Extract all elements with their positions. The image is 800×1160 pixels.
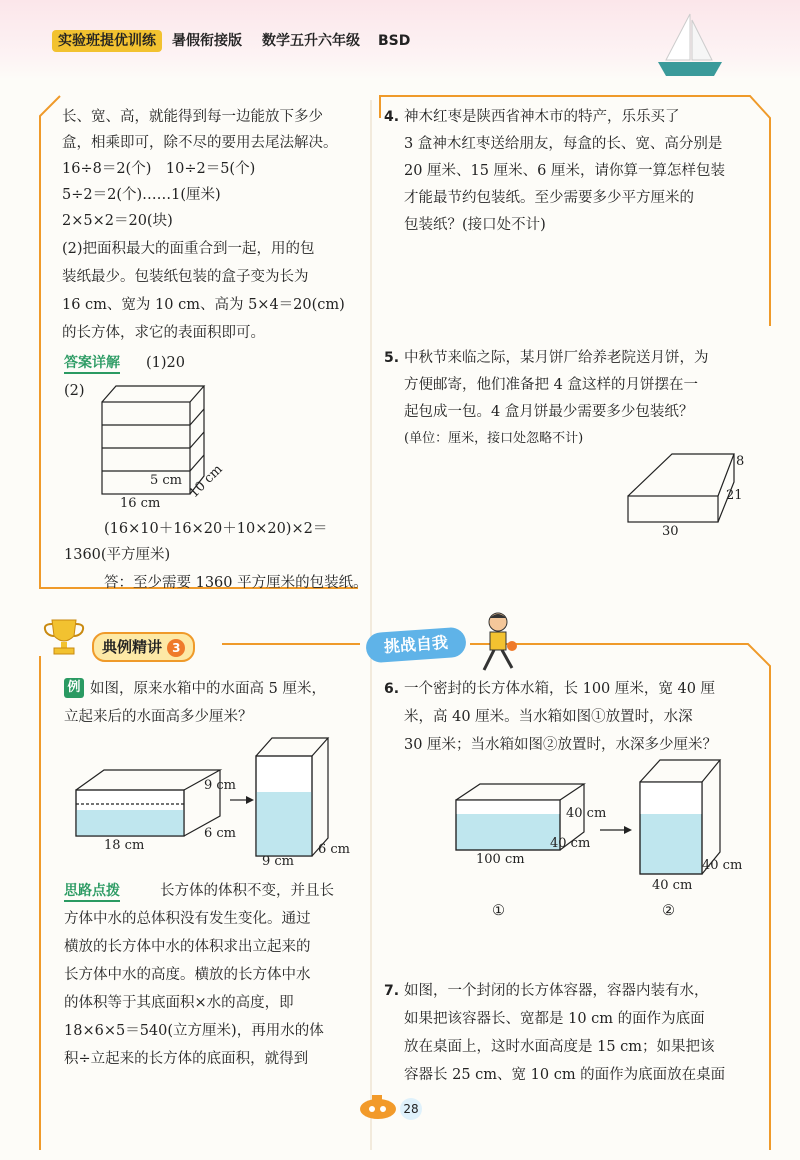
trophy-icon <box>40 616 88 658</box>
fig1-length-label: 16 cm <box>120 496 161 511</box>
page-number: 28 <box>400 1098 422 1120</box>
q5-line-2: 方便邮寄，他们准备把 4 盒这样的月饼摆在一 <box>404 377 698 393</box>
q4-line-5: 包装纸？(接口处不计) <box>404 217 546 233</box>
left-top-line-4: 5÷2＝2(个)……1(厘米) <box>62 187 221 203</box>
header-badge: 实验班提优训练 <box>52 30 162 52</box>
q5-height-label: 8 <box>736 454 745 469</box>
mooncake-box-figure <box>622 448 745 528</box>
q5-length-label: 30 <box>662 524 679 539</box>
hint-line-4: 长方体中水的高度。横放的长方体中水 <box>64 967 311 983</box>
q6-number: 6. <box>384 681 400 697</box>
left-top-line-2: 盒，相乘即可，除不尽的要用去尾法解决。 <box>62 135 338 151</box>
q5-line-3: 起包成一包。4 盒月饼最少需要多少包装纸？ <box>404 404 694 420</box>
hint-line-3: 横放的长方体中水的体积求出立起来的 <box>64 939 311 955</box>
q6-line-2: 米，高 40 厘米。当水箱如图①放置时，水深 <box>404 709 693 725</box>
q7-line-4: 容器长 25 cm、宽 10 cm 的面作为底面放在桌面 <box>404 1067 726 1083</box>
q4-line-1: 神木红枣是陕西省神木市的特产，乐乐买了 <box>404 109 680 125</box>
submarine-icon <box>356 1092 402 1122</box>
example-tag: 例 <box>64 678 84 698</box>
left-top-line-5: 2×5×2＝20(块) <box>62 213 173 229</box>
section-number-badge: 3 <box>167 639 185 657</box>
header-subject: 数学五升六年级 <box>262 33 360 49</box>
calc-line-1: (16×10＋16×20＋10×20)×2＝ <box>104 521 328 537</box>
q7-line-1: 如图，一个封闭的长方体容器，容器内装有水， <box>404 983 709 999</box>
left-top-line-7: 装纸最少。包装纸包装的盒子变为长为 <box>62 269 309 285</box>
left-top-line-1: 长、宽、高，就能得到每一边能放下多少 <box>62 109 323 125</box>
example-height-label: 6 cm <box>204 826 237 841</box>
q5-width-label: 21 <box>726 488 743 503</box>
q4-number: 4. <box>384 109 400 125</box>
q6-fig2-width-label: 40 cm <box>652 878 693 893</box>
q6-caption-1: ① <box>492 903 505 919</box>
left-top-line-6: (2)把面积最大的面重合到一起，用的包 <box>62 241 315 257</box>
q4-line-3: 20 厘米、15 厘米、6 厘米，请你算一算怎样包装 <box>404 163 725 179</box>
q5-line-1: 中秋节来临之际，某月饼厂给养老院送月饼，为 <box>404 350 709 366</box>
answer-2-label: (2) <box>64 383 85 399</box>
hint-tag: 思路点拨 <box>64 880 120 902</box>
hint-line-6: 18×6×5＝540(立方厘米)，再用水的体 <box>64 1023 324 1039</box>
q6-fig1-width-label: 40 cm <box>550 836 591 851</box>
running-boy-icon <box>474 610 520 676</box>
example-line-1: 如图，原来水箱中的水面高 5 厘米， <box>90 681 326 697</box>
answer-1: (1)20 <box>146 355 185 371</box>
conclusion: 答：至少需要 1360 平方厘米的包装纸。 <box>104 575 368 591</box>
q6-fig1-length-label: 100 cm <box>476 852 525 867</box>
q6-line-3: 30 厘米；当水箱如图②放置时，水深多少厘米？ <box>404 737 718 753</box>
header-code: BSD <box>378 33 411 49</box>
hint-line-2: 方体中水的总体积没有发生变化。通过 <box>64 911 311 927</box>
fig1-width-label: 10 cm <box>186 461 226 502</box>
q6-fig2-height-label: 40 cm <box>702 858 743 873</box>
q7-line-2: 如果把该容器长、宽都是 10 cm 的面作为底面 <box>404 1011 705 1027</box>
example-base-width-label: 9 cm <box>262 854 295 869</box>
q4-line-4: 才能最节约包装纸。至少需要多少平方厘米的 <box>404 190 694 206</box>
q5-number: 5. <box>384 350 400 366</box>
q5-line-4: (单位：厘米，接口处忽略不计) <box>404 431 584 446</box>
q6-caption-2: ② <box>662 903 675 919</box>
example-base-depth-label: 6 cm <box>318 842 351 857</box>
fig1-height-label: 5 cm <box>150 473 183 488</box>
header-edition: 暑假衔接版 <box>172 33 242 49</box>
left-top-line-9: 的长方体，求它的表面积即可。 <box>62 325 265 341</box>
answer-tag: 答案详解 <box>64 352 120 374</box>
section-title-left: 典例精讲 3 <box>92 632 195 662</box>
q6-fig1-height-label: 40 cm <box>566 806 607 821</box>
hint-line-5: 的体积等于其底面积×水的高度，即 <box>64 995 294 1011</box>
left-top-line-3: 16÷8＝2(个) 10÷2＝5(个) <box>62 161 256 177</box>
hint-line-1: 长方体的体积不变，并且长 <box>160 883 334 899</box>
q4-line-2: 3 盒神木红枣送给朋友，每盒的长、宽、高分别是 <box>404 136 723 152</box>
example-width-label: 9 cm <box>204 778 237 793</box>
example-length-label: 18 cm <box>104 838 145 853</box>
q7-number: 7. <box>384 983 400 999</box>
q6-line-1: 一个密封的长方体水箱，长 100 厘米，宽 40 厘 <box>404 681 716 697</box>
hint-line-7: 积÷立起来的长方体的底面积，就得到 <box>64 1051 309 1067</box>
example-line-2: 立起来后的水面高多少厘米？ <box>64 709 253 725</box>
calc-line-2: 1360(平方厘米) <box>64 547 171 563</box>
section-title-right: 挑战自我 <box>365 627 467 664</box>
left-top-line-8: 16 cm、宽为 10 cm、高为 5×4＝20(cm) <box>62 297 345 313</box>
q7-line-3: 放在桌面上，这时水面高度是 15 cm；如果把该 <box>404 1039 715 1055</box>
